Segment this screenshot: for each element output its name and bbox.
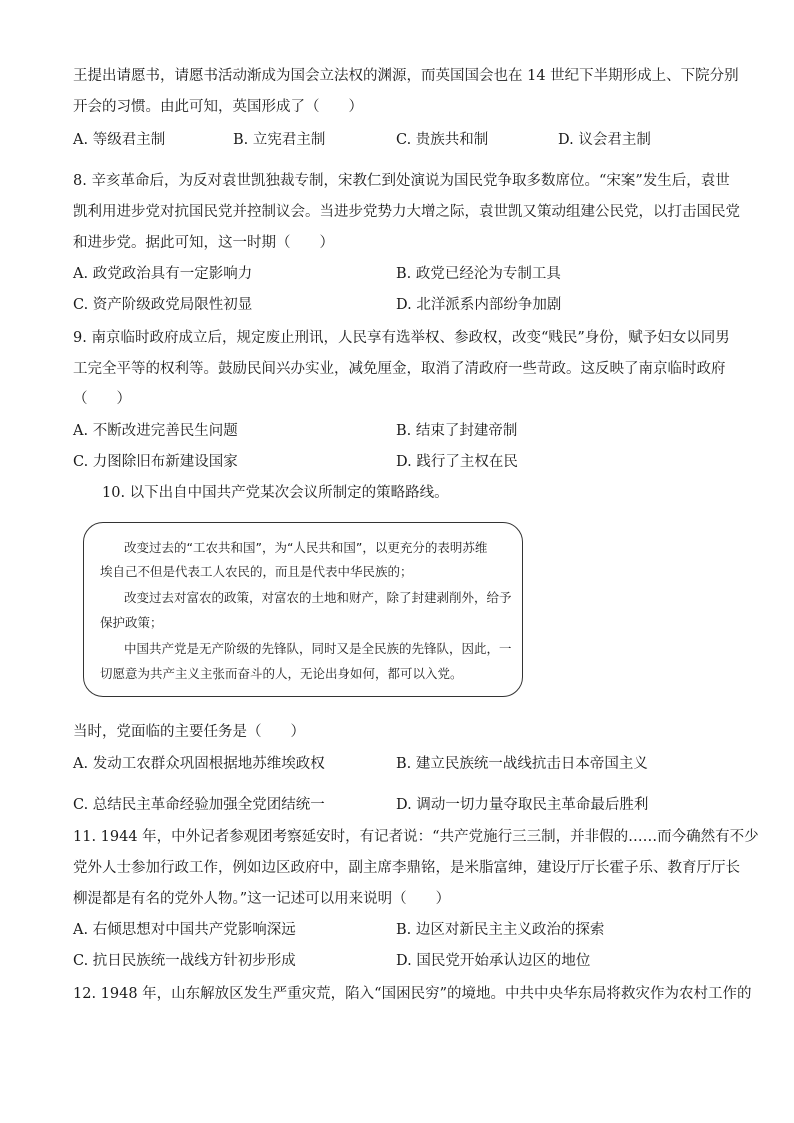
- q9-option-c[interactable]: C. 力图除旧布新建设国家: [73, 454, 238, 470]
- quote-line: 中国共产党是无产阶级的先锋队，同时又是全民族的先锋队，因此，一: [124, 641, 512, 656]
- q10-option-d[interactable]: D. 调动一切力量夺取民主革命最后胜利: [396, 797, 649, 813]
- q10-option-b[interactable]: B. 建立民族统一战线抗击日本帝国主义: [396, 756, 648, 772]
- q8-text-line: 凯利用进步党对抗国民党并控制议会。当进步党势力大增之际，袁世凯又策动组建公民党，以打击国民党: [73, 204, 740, 220]
- q12-text-line: 12. 1948 年，山东解放区发生严重灾荒，陷入“国困民穷”的境地。中共中央华东局将救灾作为农村工作的: [73, 986, 752, 1002]
- quote-line: 改变过去对富农的政策，对富农的土地和财产，除了封建剥削外，给予: [124, 590, 512, 605]
- q11-option-b[interactable]: B. 边区对新民主主义政治的探索: [396, 922, 605, 938]
- q11-text-line: 党外人士参加行政工作，例如边区政府中，副主席李鼎铭，是米脂富绅，建设厅厅长霍子乐、教育厅厅长: [73, 860, 740, 876]
- q7-text-line: 开会的习惯。由此可知，英国形成了（ ）: [73, 99, 363, 115]
- q9-option-b[interactable]: B. 结束了封建帝制: [396, 423, 518, 439]
- q10-option-a[interactable]: A. 发动工农群众巩固根据地苏维埃政权: [73, 756, 325, 772]
- q8-option-a[interactable]: A. 政党政治具有一定影响力: [73, 266, 253, 282]
- q10-quote-box: [83, 522, 523, 697]
- q8-option-c[interactable]: C. 资产阶级政党局限性初显: [73, 297, 253, 313]
- q11-text-line: 11. 1944 年，中外记者参观团考察延安时，有记者说：“共产党施行三三制，并非假的……而今确然有不少: [73, 829, 759, 845]
- q7-text-line: 王提出请愿书，请愿书活动渐成为国会立法权的渊源，而英国国会也在 14 世纪下半期形成上、下院分别: [73, 68, 739, 84]
- q10-option-c[interactable]: C. 总结民主革命经验加强全党团结统一: [73, 797, 325, 813]
- q11-text-line: 柳湜都是有名的党外人物。”这一记述可以用来说明（ ）: [73, 891, 451, 907]
- q9-text-line: （ ）: [73, 391, 131, 407]
- q8-option-b[interactable]: B. 政党已经沦为专制工具: [396, 266, 561, 282]
- quote-line: 切愿意为共产主义主张而奋斗的人，无论出身如何，都可以入党。: [100, 666, 463, 681]
- q10-intro: 10. 以下出自中国共产党某次会议所制定的策略路线。: [102, 485, 449, 501]
- q9-text-line: 工完全平等的权利等。鼓励民间兴办实业，减免厘金，取消了清政府一些苛政。这反映了南京临时政府: [73, 361, 726, 377]
- quote-line: 埃自己不但是代表工人农民的，而且是代表中华民族的；: [100, 564, 413, 579]
- q7-option-b[interactable]: B. 立宪君主制: [233, 132, 326, 148]
- q11-option-a[interactable]: A. 右倾思想对中国共产党影响深远: [73, 922, 296, 938]
- q8-option-d[interactable]: D. 北洋派系内部纷争加剧: [396, 297, 562, 313]
- q8-text-line: 和进步党。据此可知，这一时期（ ）: [73, 235, 334, 251]
- q7-option-a[interactable]: A. 等级君主制: [73, 132, 166, 148]
- q7-option-c[interactable]: C. 贵族共和制: [396, 132, 489, 148]
- q11-option-d[interactable]: D. 国民党开始承认边区的地位: [396, 953, 591, 969]
- q9-option-a[interactable]: A. 不断改进完善民生问题: [73, 423, 238, 439]
- q9-option-d[interactable]: D. 践行了主权在民: [396, 454, 518, 470]
- q7-option-d[interactable]: D. 议会君主制: [558, 132, 651, 148]
- q10-question: 当时，党面临的主要任务是（ ）: [73, 724, 305, 740]
- quote-line: 保护政策；: [100, 615, 163, 630]
- quote-line: 改变过去的“工农共和国”，为“人民共和国”，以更充分的表明苏维: [124, 540, 488, 555]
- q11-option-c[interactable]: C. 抗日民族统一战线方针初步形成: [73, 953, 296, 969]
- q8-text-line: 8. 辛亥革命后，为反对袁世凯独裁专制，宋教仁到处演说为国民党争取多数席位。“宋案”发生后，袁世: [73, 173, 730, 189]
- q9-text-line: 9. 南京临时政府成立后，规定废止刑讯，人民享有选举权、参政权，改变“贱民”身份，赋予妇女以同男: [73, 330, 730, 346]
